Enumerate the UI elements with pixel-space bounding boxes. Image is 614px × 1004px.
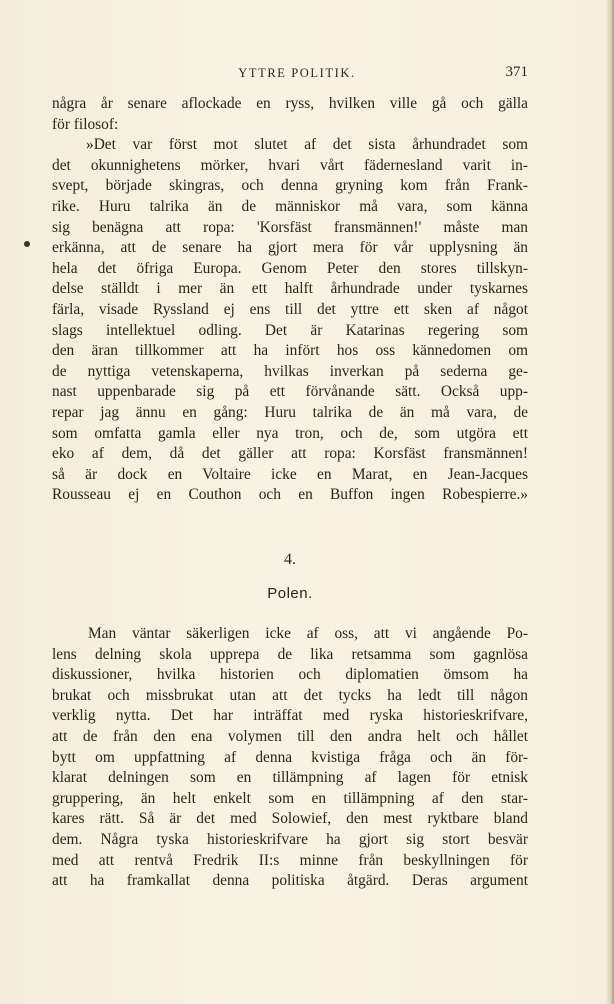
text-line: kares rätt. Så är det med Solowief, den mest ryktbare bland [52, 810, 528, 828]
text-line: för filosof: [52, 115, 119, 133]
text-line: diskussioner, hvilka historien och diplomatien ömsom ha [52, 666, 528, 684]
text-line: sig benägna att ropa: 'Korsfäst fransmännen!' måste man [52, 218, 528, 236]
text-line: den äran tillkommer att ha infört hos oss kännedomen om [52, 342, 528, 360]
text-line: slags intellektuel odling. Det är Katarinas regering som [52, 321, 528, 339]
text-line: som omfatta gamla eller nya tron, och de, som utgöra ett [52, 424, 528, 442]
text-line: gruppering, än helt enkelt som en tillämpning af den star- [52, 789, 528, 807]
text-line: det okunnighetens mörker, hvari vårt fädernesland varit in- [52, 156, 528, 174]
text-line: Rousseau ej en Couthon och en Buffon ingen Robespierre.» [52, 486, 528, 504]
page-edge [606, 0, 614, 1004]
page-number: 371 [505, 64, 528, 80]
section-number: 4. [284, 551, 296, 568]
text-line: nast uppenbarade sig på ett förvånande sätt. Också upp- [52, 383, 528, 401]
text-line: erkänna, att de senare ha gjort mera för vår upplysning än [52, 239, 528, 257]
body-text-block [52, 624, 528, 892]
text-line: bytt om uppfattning af denna kvistiga fråga och än för- [52, 748, 528, 766]
section-title: Polen. [267, 585, 313, 602]
margin-dot-mark [24, 241, 30, 247]
text-line: så är dock en Voltaire icke en Marat, en Jean-Jacques [52, 465, 528, 483]
text-line: några år senare aflockade en ryss, hvilken ville gå och gälla [52, 95, 528, 112]
text-line: att ha framkallat denna politiska åtgärd. Deras argument [52, 872, 528, 890]
text-line: Man väntar säkerligen icke af oss, att vi angående Po- [88, 625, 528, 642]
text-line: att de från den ena volymen till den andra helt och hållet [52, 727, 528, 745]
text-line: brukat och missbrukat utan att det tycks ha ledt till någon [52, 686, 528, 704]
text-line: repar jag ännu en gång: Huru talrika de än må vara, de [52, 403, 528, 421]
body-text-block [52, 94, 528, 506]
running-title: YTTRE POLITIK. [238, 66, 356, 80]
text-line: »Det var först mot slutet af det sista århundradet som [86, 136, 528, 154]
text-line: de nyttiga vetenskaperna, hvilkas inverkan på sederna ge- [52, 362, 528, 380]
text-line: klarat delningen som en tillämpning af lagen för etnisk [52, 769, 528, 787]
text-line: delse ställdt i mer än ett halft århundrade under tyskarnes [52, 280, 528, 298]
text-line: dem. Några tyska historieskrifvare ha gjort sig stort besvär [52, 830, 528, 848]
text-line: med att rentvå Fredrik II:s minne från beskyllningen för [52, 851, 528, 869]
text-line: rike. Huru talrika än de människor må vara, som känna [52, 197, 528, 215]
running-head [52, 64, 528, 86]
text-line: hela det öfriga Europa. Genom Peter den stores tillskyn- [52, 259, 528, 277]
text-line: lens delning skola upprepa de lika retsamma som gagnlösa [52, 645, 528, 663]
text-line: färla, visade Ryssland ej ens till det yttre ett sken af något [52, 300, 528, 318]
text-line: eko af dem, då det gäller att ropa: Korsfäst fransmännen! [52, 445, 528, 463]
text-line: svept, började skingras, och denna gryning kom från Frank- [52, 177, 528, 195]
text-line: verklig nytta. Det har inträffat med ryska historieskrifvare, [52, 707, 528, 725]
